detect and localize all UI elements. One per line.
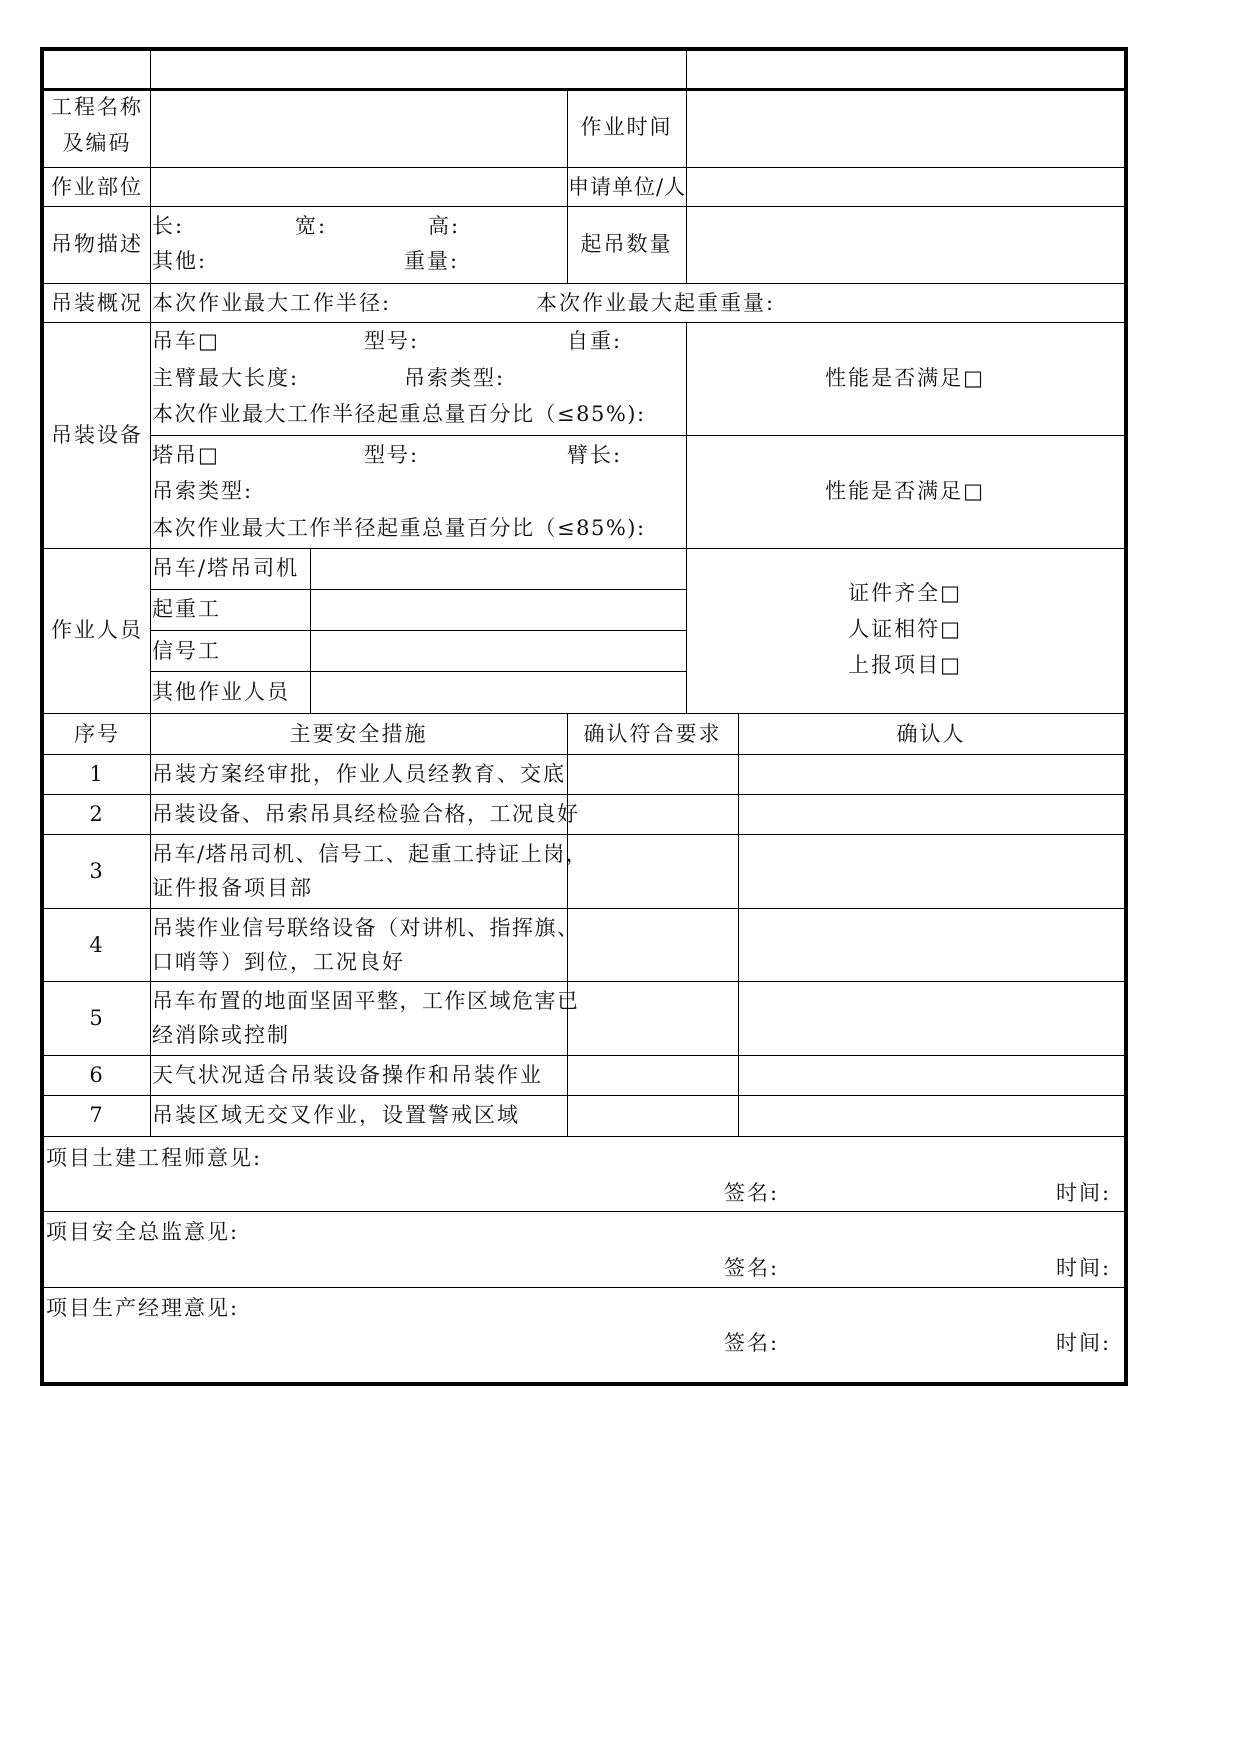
opinion-production-manager: 项目生产经理意见: [46, 1296, 240, 1320]
divider [44, 1136, 1124, 1137]
divider [44, 1211, 1124, 1212]
cargo-other: 其他: [152, 249, 208, 273]
tower-performance-check[interactable]: 性能是否满足□ [825, 479, 985, 503]
divider [44, 713, 1124, 714]
opinion-time-label: 时间: [1056, 1181, 1112, 1205]
measure-text: 吊车/塔吊司机、信号工、起重工持证上岗， [152, 842, 589, 866]
lift-count-label: 起吊数量 [580, 232, 673, 256]
cargo-height: 高: [428, 214, 461, 238]
measure-text: 吊装方案经审批，作业人员经教育、交底 [152, 762, 566, 786]
equipment-label: 吊装设备 [51, 423, 143, 447]
crane-sling-type: 吊索类型: [404, 366, 506, 390]
divider [44, 1095, 1124, 1096]
divider [44, 206, 1124, 207]
work-time-label: 作业时间 [580, 115, 673, 139]
divider [150, 671, 686, 672]
divider-vertical [686, 51, 687, 88]
divider [44, 167, 1124, 168]
divider [44, 754, 1124, 755]
divider [44, 908, 1124, 909]
check-cert-match[interactable]: 人证相符□ [848, 617, 962, 641]
divider [44, 834, 1124, 835]
measure-text: 吊装区域无交叉作业，设置警戒区域 [152, 1103, 520, 1127]
check-cert-complete[interactable]: 证件齐全□ [848, 581, 962, 605]
measure-no: 2 [89, 802, 105, 826]
col-person-header: 确认人 [896, 722, 966, 746]
signalman-name-field[interactable] [310, 632, 686, 671]
divider [44, 283, 1124, 284]
cargo-length: 长: [152, 214, 185, 238]
measure-text-cont: 证件报备项目部 [152, 876, 313, 900]
max-radius: 本次作业最大工作半径: [152, 291, 392, 315]
overview-label: 吊装概况 [51, 291, 143, 315]
opinion-sign-label: 签名: [724, 1331, 780, 1355]
col-measure-header: 主要安全措施 [289, 722, 428, 746]
tower-load-percent: 本次作业最大工作半径起重总量百分比（≤85%): [152, 516, 646, 540]
measure-no: 1 [89, 762, 105, 786]
max-weight: 本次作业最大起重重量: [536, 291, 776, 315]
divider [44, 548, 1124, 549]
crane-model: 型号: [364, 329, 420, 353]
divider [44, 1287, 1124, 1288]
measure-no: 4 [89, 933, 105, 957]
role-other: 其他作业人员 [152, 680, 290, 704]
project-name-label: 工程名称 及编码 [51, 95, 143, 155]
opinion-safety-director: 项目安全总监意见: [46, 1220, 240, 1244]
tower-arm-length: 臂长: [567, 443, 623, 467]
tower-sling-type: 吊索类型: [152, 479, 254, 503]
divider [150, 589, 686, 590]
cargo-label: 吊物描述 [51, 232, 143, 256]
check-reported[interactable]: 上报项目□ [848, 653, 962, 677]
lifting-permit-form [40, 47, 1128, 1386]
divider-vertical [738, 713, 739, 1136]
divider-vertical [150, 51, 151, 1136]
col-no-header: 序号 [74, 722, 120, 746]
divider [44, 1055, 1124, 1056]
rigger-name-field[interactable] [310, 591, 686, 630]
measure-no: 6 [89, 1063, 105, 1087]
opinion-sign-label: 签名: [724, 1181, 780, 1205]
measure-no: 7 [89, 1103, 105, 1127]
opinion-time-label: 时间: [1056, 1256, 1112, 1280]
measure-text: 吊车布置的地面坚固平整，工作区域危害已 [152, 989, 580, 1013]
col-confirm-header: 确认符合要求 [583, 722, 722, 746]
crane-checkbox[interactable]: 吊车□ [152, 329, 220, 353]
divider [150, 435, 1124, 436]
personnel-label: 作业人员 [51, 618, 143, 642]
role-signalman: 信号工 [152, 639, 221, 663]
tower-model: 型号: [364, 443, 420, 467]
other-names-field[interactable] [310, 673, 686, 713]
work-time-field[interactable] [686, 89, 1124, 167]
work-part-field[interactable] [150, 169, 567, 206]
lift-count-field[interactable] [686, 208, 1124, 283]
measure-text-cont: 经消除或控制 [152, 1023, 290, 1047]
measure-text: 吊装作业信号联络设备（对讲机、指挥旗、 [152, 916, 580, 940]
opinion-civil-engineer: 项目土建工程师意见: [46, 1146, 263, 1170]
role-rigger: 起重工 [152, 597, 221, 621]
crane-self-weight: 自重: [567, 329, 623, 353]
cargo-width: 宽: [295, 214, 328, 238]
divider [44, 794, 1124, 795]
boom-length: 主臂最大长度: [152, 366, 300, 390]
divider [150, 630, 686, 631]
opinion-sign-label: 签名: [724, 1256, 780, 1280]
tower-crane-checkbox[interactable]: 塔吊□ [152, 443, 220, 467]
measure-no: 5 [89, 1006, 105, 1030]
work-part-label: 作业部位 [51, 175, 143, 199]
measure-text: 天气状况适合吊装设备操作和吊装作业 [152, 1063, 543, 1087]
crane-load-percent: 本次作业最大工作半径起重总量百分比（≤85%): [152, 402, 646, 426]
measure-text-cont: 口哨等）到位，工况良好 [152, 950, 405, 974]
crane-performance-check[interactable]: 性能是否满足□ [825, 366, 985, 390]
applicant-field[interactable] [686, 169, 1124, 206]
measure-no: 3 [89, 859, 105, 883]
measure-text: 吊装设备、吊索吊具经检验合格，工况良好 [152, 802, 580, 826]
cargo-weight: 重量: [404, 249, 460, 273]
divider [44, 981, 1124, 982]
driver-name-field[interactable] [310, 550, 686, 589]
opinion-time-label: 时间: [1056, 1331, 1112, 1355]
role-driver: 吊车/塔吊司机 [152, 556, 300, 580]
project-name-field[interactable] [150, 89, 567, 167]
applicant-label: 申请单位/人 [568, 175, 687, 199]
